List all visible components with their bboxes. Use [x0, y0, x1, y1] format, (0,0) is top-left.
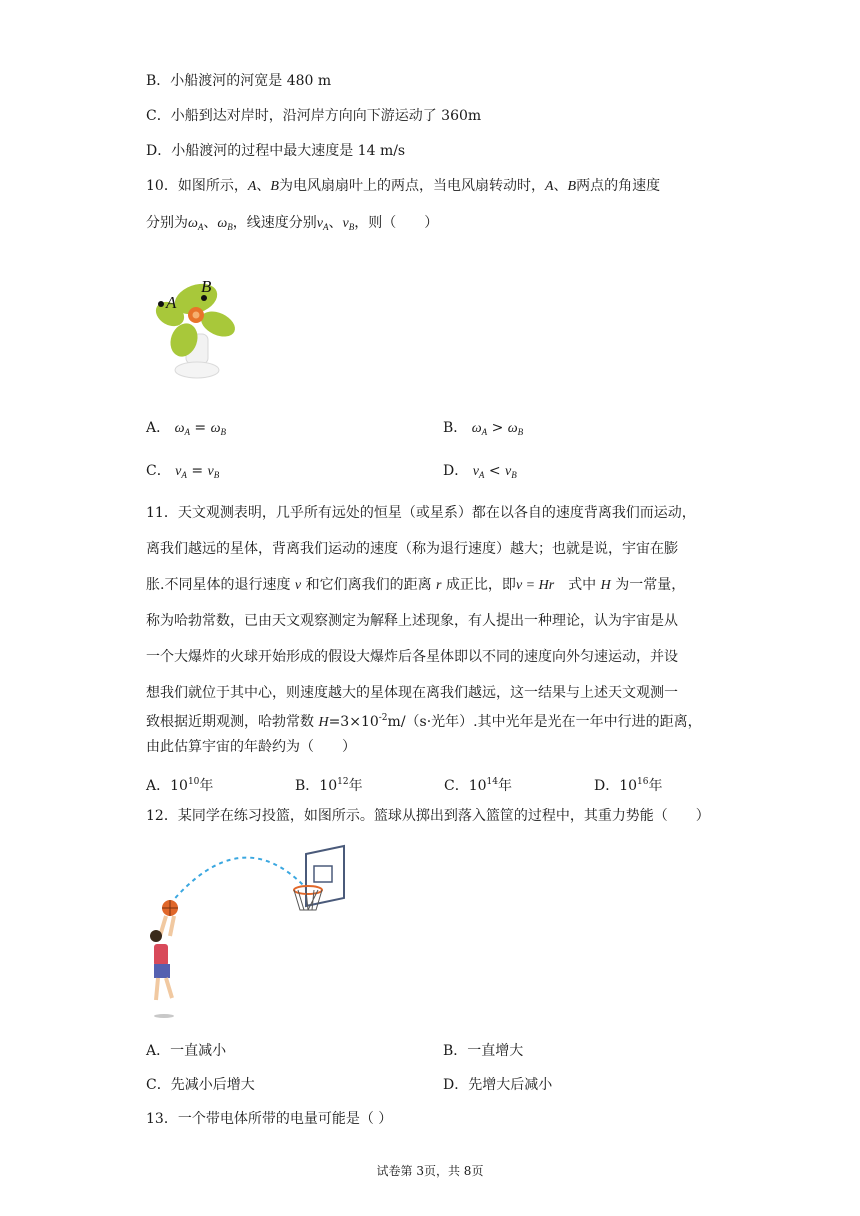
q9-option-b: B．小船渡河的河宽是 480 m	[146, 73, 332, 89]
q10-stem-text: ，则（ ）	[354, 215, 439, 231]
q12-option-b: B．一直增大	[443, 1043, 524, 1059]
subscript: A	[481, 427, 488, 437]
player-head	[150, 930, 162, 942]
q10-stem-text: 为电风扇扇叶上的两点，当电风扇转动时，	[278, 178, 545, 194]
v-b	[208, 464, 220, 479]
subscript: B	[511, 470, 517, 480]
v-a	[473, 464, 485, 479]
option-text: D．10	[594, 778, 638, 794]
v-symbol: v	[316, 216, 323, 231]
omega-symbol: ω	[174, 421, 185, 436]
equals-sign: =	[194, 420, 207, 436]
omega-symbol: ω	[188, 216, 198, 231]
exponent: -2	[378, 713, 388, 723]
q11-line2: 离我们越远的星体，背离我们运动的速度（称为退行速度）越大；也就是说，宇宙在膨	[146, 541, 678, 557]
q11-line3	[146, 575, 685, 596]
q10-stem-text: 10．如图所示，	[146, 178, 248, 194]
fan-label-a: A	[166, 293, 177, 312]
v-symbol: v	[472, 464, 479, 479]
fan-hub-center	[193, 312, 200, 319]
velocity-symbol: v	[294, 578, 302, 593]
option-text: 年	[497, 778, 512, 794]
omega-symbol: ω	[210, 421, 221, 436]
hubble-constant-symbol: H	[318, 715, 329, 730]
omega-a	[175, 421, 190, 436]
omega-symbol: ω	[471, 421, 482, 436]
v-symbol: v	[175, 464, 182, 479]
q11-option-b	[295, 772, 363, 796]
separator: 、	[203, 215, 218, 231]
q11-line8: 由此估算宇宙的年龄约为（ ）	[146, 739, 356, 755]
option-letter: D．	[443, 463, 469, 479]
subscript: B	[348, 222, 355, 232]
page-footer: 试卷第 3页，共 8页	[376, 1164, 484, 1178]
exponent: 14	[486, 777, 498, 787]
option-letter: B．	[443, 420, 468, 436]
ball-trajectory	[170, 858, 306, 904]
q11-option-c	[444, 772, 512, 796]
separator: 、	[256, 178, 271, 194]
v-a	[175, 464, 187, 479]
q11-text: m/（s·光年）.其中光年是光在一年中行进的距离，	[387, 714, 702, 730]
omega-b	[508, 421, 523, 436]
q10-stem-line1	[146, 176, 660, 197]
point-b-label: B	[567, 179, 577, 194]
option-text: 年	[348, 778, 363, 794]
q11-text: 胀.不同星体的退行速度	[146, 577, 295, 593]
q10-option-a	[146, 418, 226, 442]
subscript: B	[220, 427, 226, 437]
exponent: 16	[637, 777, 649, 787]
q9-option-c: C．小船到达对岸时，沿河岸方向向下游运动了 360m	[146, 108, 482, 124]
option-letter: C．	[146, 463, 171, 479]
point-b-label: B	[270, 179, 279, 194]
q11-text: 为一常量，	[610, 577, 686, 593]
v-symbol: v	[207, 464, 214, 479]
q11-text: 和它们离我们的距离	[301, 577, 437, 593]
option-letter: A．	[146, 420, 171, 436]
backboard	[306, 846, 344, 906]
option-text: 年	[648, 778, 663, 794]
player-leg	[156, 978, 158, 1000]
greater-than-sign: >	[491, 420, 504, 436]
omega-b	[217, 216, 232, 231]
q11-text: 致根据近期观测，哈勃常数	[146, 714, 319, 730]
fan-label-b: B	[201, 277, 212, 296]
equals-sign: =	[191, 463, 204, 479]
q10-stem-text: 两点的角速度	[576, 178, 661, 194]
point-a-dot	[158, 301, 164, 307]
q11-line5: 一个大爆炸的火球开始形成的假设大爆炸后各星体即以不同的速度向外匀速运动，并设	[146, 649, 678, 665]
q11-line7	[146, 708, 702, 733]
exponent: 10	[187, 777, 200, 787]
q13-stem: 13．一个带电体所带的电量可能是（ ）	[146, 1111, 393, 1127]
fan-base	[175, 362, 219, 378]
omega-symbol: ω	[217, 216, 228, 231]
hubble-constant-symbol: H	[600, 578, 611, 593]
exponent: 12	[337, 777, 349, 787]
v-a	[317, 216, 329, 231]
electric-fan-figure	[150, 272, 250, 384]
hubble-law-formula: v = Hr	[515, 578, 555, 593]
q11-line6: 想我们就位于其中心，则速度越大的星体现在离我们越远，这一结果与上述天文观测一	[146, 685, 678, 701]
point-a-label: A	[544, 179, 554, 194]
player-jersey	[154, 944, 168, 966]
subscript: A	[478, 470, 485, 480]
q10-option-c	[146, 461, 219, 485]
v-b	[505, 464, 517, 479]
q11-line4: 称为哈勃常数，已由天文观察测定为解释上述现象，有人提出一种理论，认为宇宙是从	[146, 613, 678, 629]
v-symbol: v	[342, 216, 349, 231]
subscript: B	[227, 222, 233, 232]
q10-stem-text: ，线速度分别	[232, 215, 317, 231]
q10-stem-line2	[146, 213, 438, 237]
subscript: A	[323, 222, 329, 232]
q9-option-d: D．小船渡河的过程中最大速度是 14 m/s	[146, 143, 406, 159]
omega-b	[211, 421, 226, 436]
q11-text: =3×10	[328, 714, 379, 730]
player-leg	[166, 978, 172, 998]
q12-option-d: D．先增大后减小	[443, 1077, 553, 1093]
q12-option-c: C．先减小后增大	[146, 1077, 255, 1093]
subscript: A	[197, 222, 204, 232]
point-a-label: A	[247, 179, 257, 194]
q11-text: 成正比，即	[441, 577, 516, 593]
v-b	[343, 216, 355, 231]
less-than-sign: <	[488, 463, 501, 479]
distance-symbol: r	[436, 578, 442, 593]
q10-stem-text: 分别为	[146, 215, 188, 231]
omega-symbol: ω	[507, 421, 518, 436]
player-arm	[170, 916, 174, 936]
option-text: A．10	[146, 778, 188, 794]
option-text: C．10	[444, 778, 487, 794]
q12-option-a: A．一直减小	[146, 1043, 227, 1059]
option-text: B．10	[295, 778, 338, 794]
player-shorts	[154, 964, 170, 978]
q11-option-d	[594, 772, 663, 796]
subscript: B	[213, 470, 220, 480]
omega-a	[472, 421, 487, 436]
subscript: A	[184, 427, 190, 437]
separator: 、	[328, 215, 343, 231]
q11-line1: 11．天文观测表明，几乎所有远处的恒星（或星系）都在以各自的速度背离我们而运动，	[146, 505, 696, 521]
q11-option-a	[146, 772, 213, 796]
subscript: B	[517, 427, 524, 437]
q10-option-b	[443, 418, 523, 442]
q12-stem: 12．某同学在练习投篮，如图所示。篮球从掷出到落入篮筐的过程中，其重力势能（ ）	[146, 808, 710, 824]
subscript: A	[181, 470, 187, 480]
separator: 、	[553, 178, 568, 194]
v-symbol: v	[505, 464, 512, 479]
omega-a	[188, 216, 203, 231]
basketball-figure	[146, 840, 356, 1022]
q10-option-d	[443, 461, 517, 485]
q11-text: 式中	[554, 577, 601, 593]
option-text: 年	[199, 778, 214, 794]
player-shadow	[154, 1014, 174, 1018]
